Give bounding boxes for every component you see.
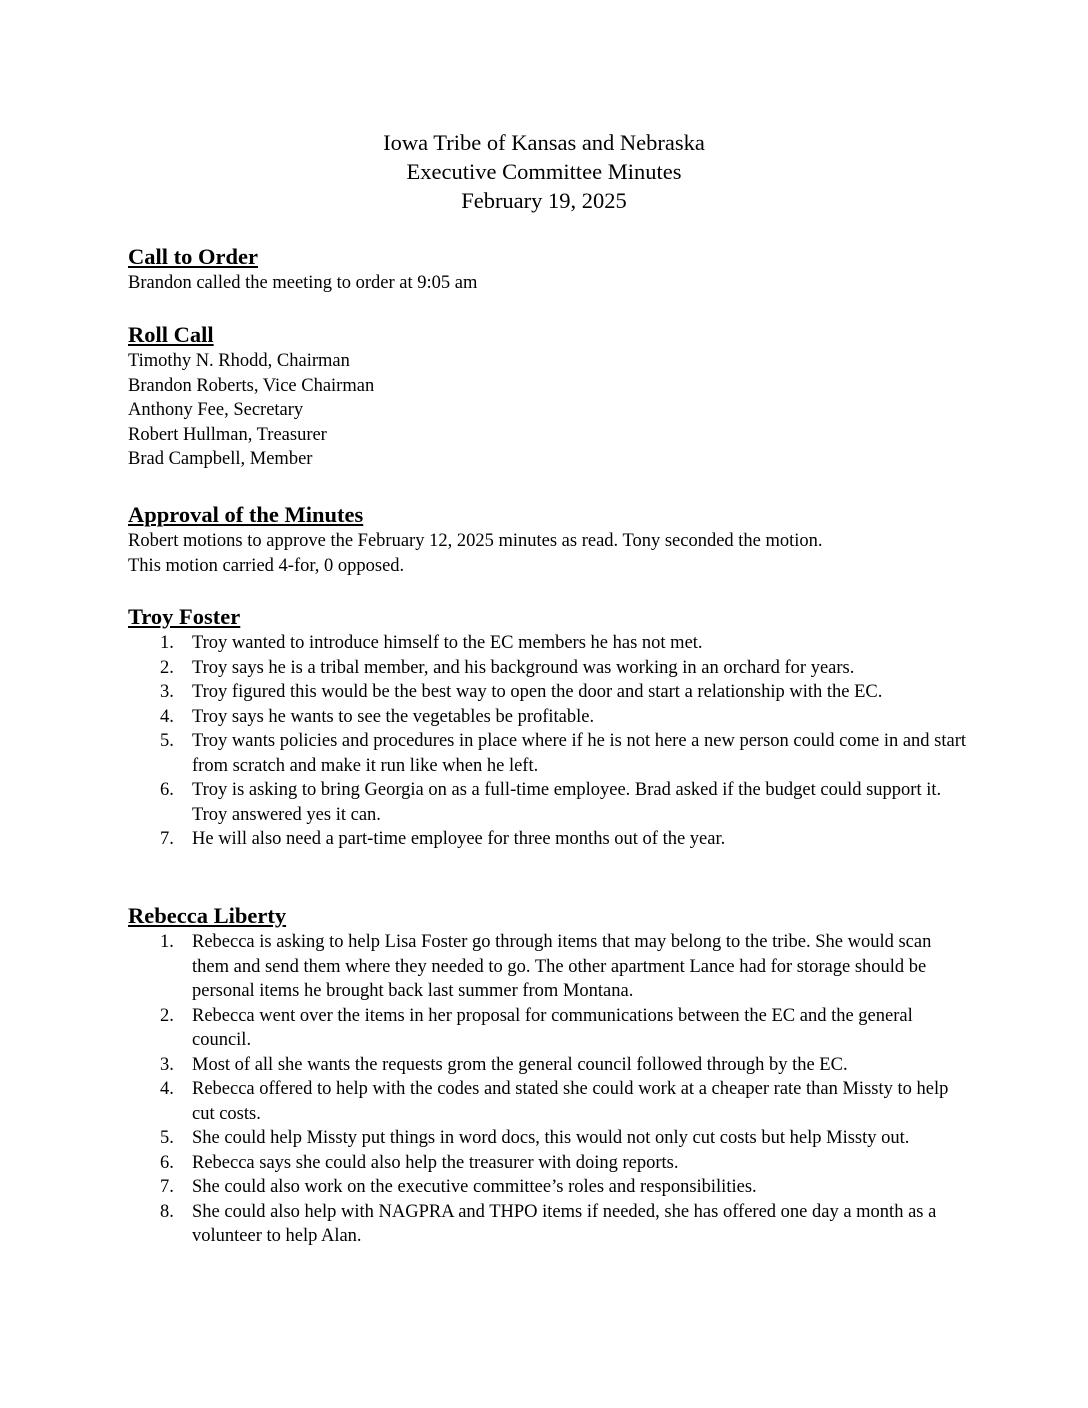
- roll-call-member: Robert Hullman, Treasurer: [128, 424, 327, 445]
- approval-text-line: This motion carried 4-for, 0 opposed.: [128, 555, 405, 576]
- document-title: Executive Committee Minutes: [406, 159, 682, 184]
- list-item: 1. Troy wanted to introduce himself to the EC members he has not met.: [160, 633, 703, 653]
- section-approval-of-minutes: [128, 501, 968, 578]
- list-item: 4. Rebecca offered to help with the codes and stated she could work at a cheaper rate than Missty to help cut costs.: [160, 1079, 949, 1124]
- list-item: 2. Rebecca went over the items in her proposal for communications between the EC and the general council.: [160, 1005, 913, 1050]
- section-heading: Roll Call: [128, 322, 214, 347]
- section-heading: Troy Foster: [128, 604, 241, 629]
- call-to-order-text: Brandon called the meeting to order at 9:05 am: [128, 273, 478, 293]
- list-item: 5. Troy wants policies and procedures in place where if he is not here a new person could come in and start from scratch and make it run like when he left.: [160, 731, 967, 776]
- list-item: 4. Troy says he wants to see the vegetables be profitable.: [160, 706, 595, 727]
- section-heading: Call to Order: [128, 244, 258, 269]
- section-rebecca-liberty: [128, 902, 968, 1249]
- list-item: 8. She could also help with NAGPRA and THPO items if needed, she has offered one day a month as a volunteer to help Alan.: [160, 1201, 937, 1246]
- document-header: [0, 128, 1088, 215]
- list-item: 7. She could also work on the executive committee’s roles and responsibilities.: [160, 1177, 757, 1197]
- list-item: 5. She could help Missty put things in word docs, this would not only cut costs but help Missty out.: [160, 1128, 910, 1148]
- roll-call-member: Timothy N. Rhodd, Chairman: [128, 351, 350, 371]
- organization-title: Iowa Tribe of Kansas and Nebraska: [383, 130, 705, 155]
- roll-call-member: Anthony Fee, Secretary: [128, 400, 304, 420]
- list-item: 7. He will also need a part-time employee for three months out of the year.: [160, 829, 726, 849]
- roll-call-member: Brandon Roberts, Vice Chairman: [128, 375, 375, 396]
- list-item: 6. Troy is asking to bring Georgia on as a full-time employee. Brad asked if the budget could support it. Troy answered yes it can.: [160, 780, 942, 825]
- section-heading: Approval of the Minutes: [128, 502, 364, 527]
- section-roll-call: [128, 321, 968, 472]
- section-heading: Rebecca Liberty: [128, 903, 287, 928]
- section-troy-foster: [128, 603, 968, 852]
- list-item: 1. Rebecca is asking to help Lisa Foster go through items that may belong to the tribe. She would scan them and send them where they needed to go. The other apartment Lance had for storage should be personal items he brought back last summer from Montana.: [160, 932, 932, 1001]
- rebecca-liberty-list: [128, 930, 968, 1249]
- list-item: 6. Rebecca says she could also help the treasurer with doing reports.: [160, 1152, 679, 1173]
- approval-text-line: Robert motions to approve the February 12, 2025 minutes as read. Tony seconded the motion.: [128, 531, 823, 551]
- list-item: 3. Most of all she wants the requests grom the general council followed through by the EC.: [160, 1054, 848, 1075]
- roll-call-member: Brad Campbell, Member: [128, 449, 313, 469]
- troy-foster-list: [128, 631, 968, 852]
- list-item: 2. Troy says he is a tribal member, and his background was working in an orchard for years.: [160, 657, 855, 678]
- section-call-to-order: [128, 243, 968, 296]
- meeting-date: February 19, 2025: [461, 188, 627, 213]
- list-item: 3. Troy figured this would be the best way to open the door and start a relationship with the EC.: [160, 682, 883, 702]
